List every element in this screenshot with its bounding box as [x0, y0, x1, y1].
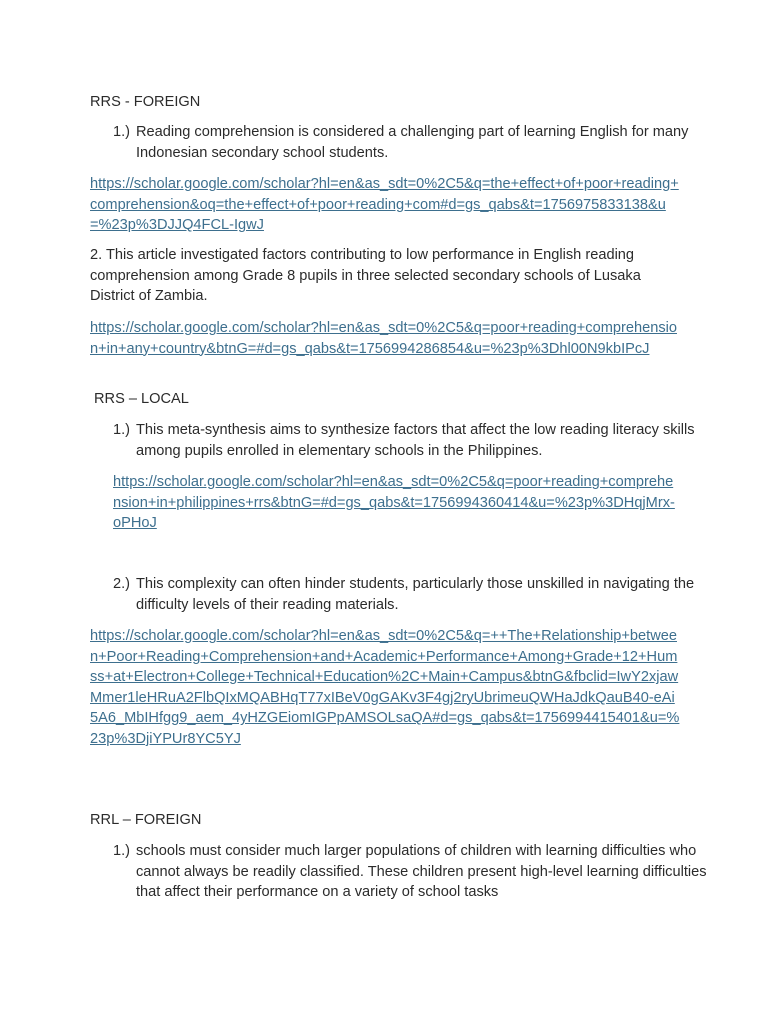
list-item-text: This complexity can often hinder students, particularly those unskilled in navigating the difficulty levels of their reading materials.	[136, 576, 695, 613]
list-number: 1.)	[113, 422, 131, 438]
list-item-rrs-local-1	[113, 420, 711, 461]
list-item-rrs-foreign-1	[113, 122, 711, 163]
list-item-text: schools must consider much larger populations of children with learning difficulties who cannot always be readily classified. These children present high-level learning difficulties that affect their performance on a variety of school tasks	[136, 843, 707, 901]
list-item-text: Reading comprehension is considered a challenging part of learning English for many Indonesian secondary school students.	[136, 124, 689, 161]
list-item-rrs-local-2	[113, 574, 711, 615]
list-item-text: This meta-synthesis aims to synthesize factors that affect the low reading literacy skills among pupils enrolled in elementary schools in the Philippines.	[136, 422, 695, 459]
scholar-link-rrs-local-2[interactable]: https://scholar.google.com/scholar?hl=en&as_sdt=0%2C5&q=++The+Relationship+between+Poor+Reading+Comprehension+and+Academic+Performance+Among+Grade+12+Humss+at+Electron+College+Technical+Education%2C+Main+Campus&btnG&fbclid=IwY2xjawMmer1leHRuA2FlbQIxMQABHqT77xIBeV0gGAKv3F4gj2ryUbrimeuQWHaJdkQauB40-eAi5A6_MbIHfgg9_aem_4yHZGEiomIGPpAMSOLsaQA#d=gs_qabs&t=1756994415401&u=%23p%3DjiYPUr8YC5YJ	[90, 628, 680, 747]
scholar-link-rrs-foreign-2[interactable]: https://scholar.google.com/scholar?hl=en&as_sdt=0%2C5&q=poor+reading+comprehension+in+any+country&btnG=#d=gs_qabs&t=1756994286854&u=%23p%3Dhl00N9kbIPcJ	[90, 320, 677, 357]
section-heading-rrl-foreign: RRL – FOREIGN	[90, 812, 202, 828]
list-item-rrl-foreign-1	[113, 841, 711, 903]
section-heading-rrs-foreign: RRS - FOREIGN	[90, 94, 201, 110]
list-number: 2.)	[113, 576, 131, 592]
scholar-link-rrs-foreign-1[interactable]: https://scholar.google.com/scholar?hl=en&as_sdt=0%2C5&q=the+effect+of+poor+reading+comprehension&oq=the+effect+of+poor+reading+com#d=gs_qabs&t=1756975833138&u=%23p%3DJJQ4FCL-IgwJ	[90, 176, 679, 234]
scholar-link-rrs-local-1[interactable]: https://scholar.google.com/scholar?hl=en&as_sdt=0%2C5&q=poor+reading+comprehension+in+philippines+rrs&btnG=#d=gs_qabs&t=1756994360414&u=%23p%3DHqjMrx-oPHoJ	[113, 474, 675, 532]
paragraph-rrs-foreign-2: 2. This article investigated factors contributing to low performance in English reading comprehension among Grade 8 pupils in three selected secondary schools of Lusaka District of Zambia.	[90, 247, 641, 305]
section-heading-rrs-local: RRS – LOCAL	[94, 391, 189, 407]
list-number: 1.)	[113, 843, 131, 859]
list-number: 1.)	[113, 124, 131, 140]
